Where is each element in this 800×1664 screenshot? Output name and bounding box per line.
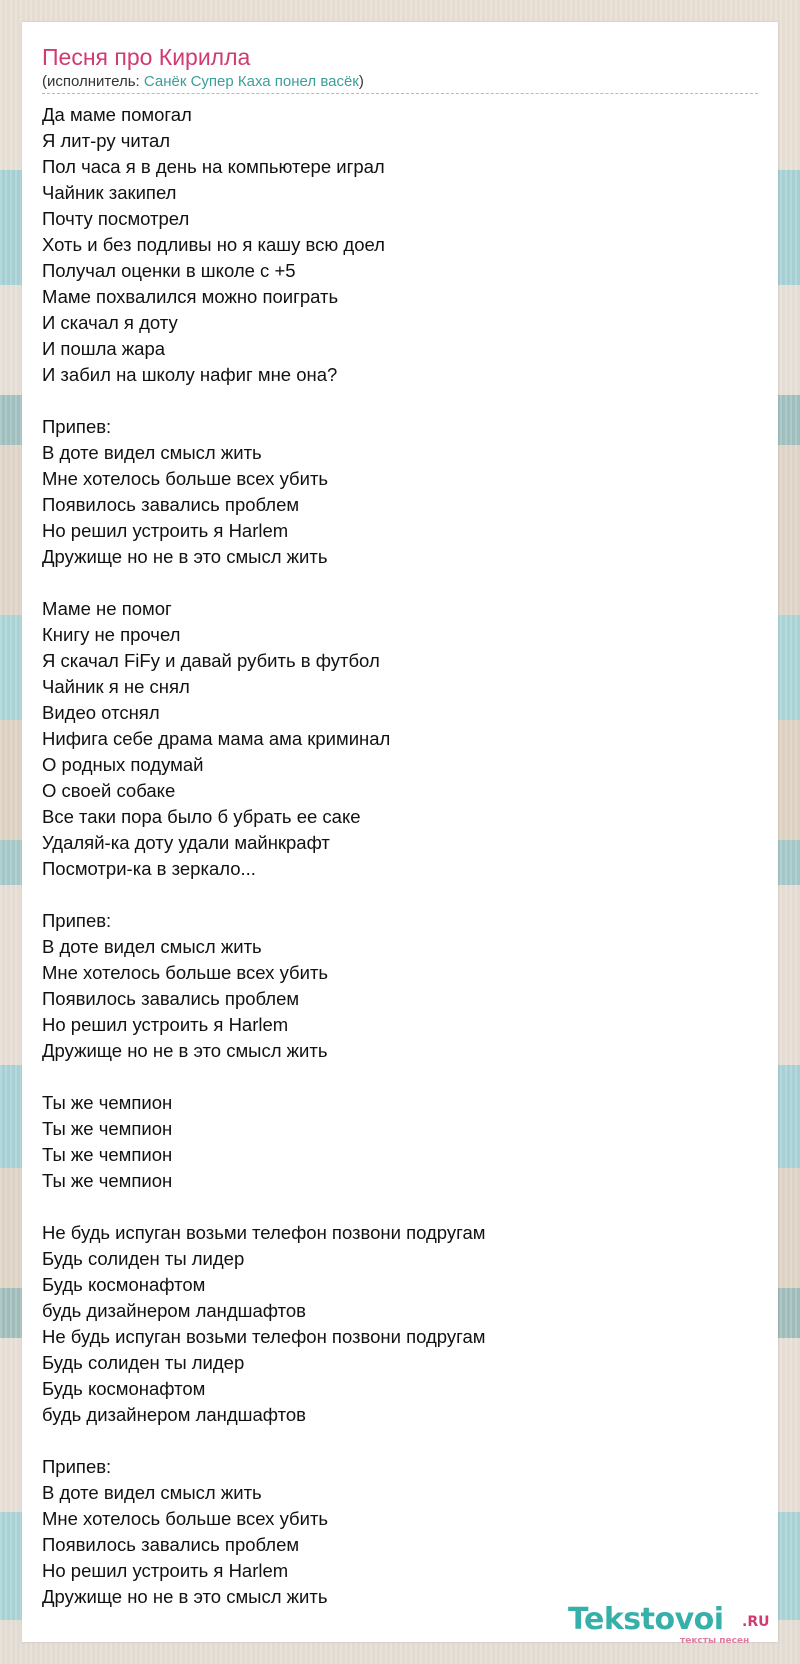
lyrics-line: Но решил устроить я Harlem xyxy=(42,1560,289,1581)
lyrics-blank-line xyxy=(42,882,486,908)
lyrics-line: Дружище но не в это смысл жить xyxy=(42,1040,328,1061)
lyrics-line: будь дизайнером ландшафтов xyxy=(42,1300,306,1321)
lyrics-line: В доте видел смысл жить xyxy=(42,936,262,957)
lyrics-line: Припев: xyxy=(42,416,112,437)
lyrics-line: Получал оценки в школе с +5 xyxy=(42,260,296,281)
lyrics-line: Нифига себе драма мама ама криминал xyxy=(42,728,391,749)
lyrics-line: Книгу не прочел xyxy=(42,624,181,645)
lyrics-blank-line xyxy=(42,1428,486,1454)
lyrics-line: Но решил устроить я Harlem xyxy=(42,1014,289,1035)
lyrics-line: Будь космонафтом xyxy=(42,1274,206,1295)
lyrics-line: Я скачал FiFy и давай рубить в футбол xyxy=(42,650,380,671)
lyrics-line: Ты же чемпион xyxy=(42,1118,173,1139)
lyrics-line: Не будь испуган возьми телефон позвони подругам xyxy=(42,1222,486,1243)
lyrics-blank-line xyxy=(42,1194,486,1220)
lyrics-line: Появилось завались проблем xyxy=(42,1534,300,1555)
lyrics-line: Почту посмотрел xyxy=(42,208,190,229)
lyrics-line: Припев: xyxy=(42,910,112,931)
lyrics-line: Мне хотелось больше всех убить xyxy=(42,468,329,489)
lyrics-line: Удаляй-ка доту удали майнкрафт xyxy=(42,832,330,853)
song-title: Песня про Кирилла xyxy=(42,44,251,70)
lyrics-line: Видео отснял xyxy=(42,702,160,723)
lyrics-card xyxy=(22,22,778,1646)
lyrics-line: Появилось завались проблем xyxy=(42,988,300,1009)
lyrics-line: Посмотри-ка в зеркало... xyxy=(42,858,256,879)
lyrics-line: Появилось завались проблем xyxy=(42,494,300,515)
lyrics-line: Маме не помог xyxy=(42,598,172,619)
lyrics-line: Мне хотелось больше всех убить xyxy=(42,1508,329,1529)
lyrics-line: И пошла жара xyxy=(42,338,166,359)
lyrics-blank-line xyxy=(42,1064,486,1090)
logo-tagline: тексты песен xyxy=(680,1636,750,1646)
lyrics-line: Не будь испуган возьми телефон позвони подругам xyxy=(42,1326,486,1347)
logo-wordmark: Tekstovoi xyxy=(568,1602,724,1637)
lyrics-line: Припев: xyxy=(42,1456,112,1477)
artist-line xyxy=(42,73,364,90)
dashed-divider xyxy=(42,93,758,94)
lyrics-line: Чайник я не снял xyxy=(42,676,190,697)
lyrics-line: Ты же чемпион xyxy=(42,1144,173,1165)
lyrics-line: И скачал я доту xyxy=(42,312,178,333)
lyrics-line: Я лит-ру читал xyxy=(42,130,171,151)
lyrics-blank-line xyxy=(42,388,486,414)
lyrics-line: Дружище но не в это смысл жить xyxy=(42,546,328,567)
artist-suffix: ) xyxy=(358,73,364,90)
lyrics-text xyxy=(42,102,486,1610)
lyrics-line: Пол часа я в день на компьютере играл xyxy=(42,156,385,177)
lyrics-line: Мне хотелось больше всех убить xyxy=(42,962,329,983)
lyrics-line: Ты же чемпион xyxy=(42,1092,173,1113)
lyrics-line: Чайник закипел xyxy=(42,182,177,203)
lyrics-line: Будь солиден ты лидер xyxy=(42,1352,245,1373)
lyrics-line: И забил на школу нафиг мне она? xyxy=(42,364,338,385)
site-logo[interactable] xyxy=(568,1602,770,1646)
lyrics-line: будь дизайнером ландшафтов xyxy=(42,1404,306,1425)
lyrics-line: В доте видел смысл жить xyxy=(42,442,262,463)
lyrics-line: О своей собаке xyxy=(42,780,176,801)
lyrics-line: Будь солиден ты лидер xyxy=(42,1248,245,1269)
lyrics-line: Все таки пора было б убрать ее саке xyxy=(42,806,361,827)
lyrics-line: Хоть и без подливы но я кашу всю доел xyxy=(42,234,385,255)
lyrics-line: Но решил устроить я Harlem xyxy=(42,520,289,541)
lyrics-line: Ты же чемпион xyxy=(42,1170,173,1191)
lyrics-blank-line xyxy=(42,570,486,596)
lyrics-line: Дружище но не в это смысл жить xyxy=(42,1586,328,1607)
lyrics-line: Маме похвалился можно поиграть xyxy=(42,286,339,307)
lyrics-line: Да маме помогал xyxy=(42,104,192,125)
lyrics-line: В доте видел смысл жить xyxy=(42,1482,262,1503)
lyrics-line: О родных подумай xyxy=(42,754,204,775)
logo-tld: .RU xyxy=(742,1614,770,1630)
artist-prefix: (исполнитель: xyxy=(42,73,144,90)
lyrics-line: Будь космонафтом xyxy=(42,1378,206,1399)
artist-link[interactable]: Санёк Супер Каха понел васёк xyxy=(143,73,359,90)
